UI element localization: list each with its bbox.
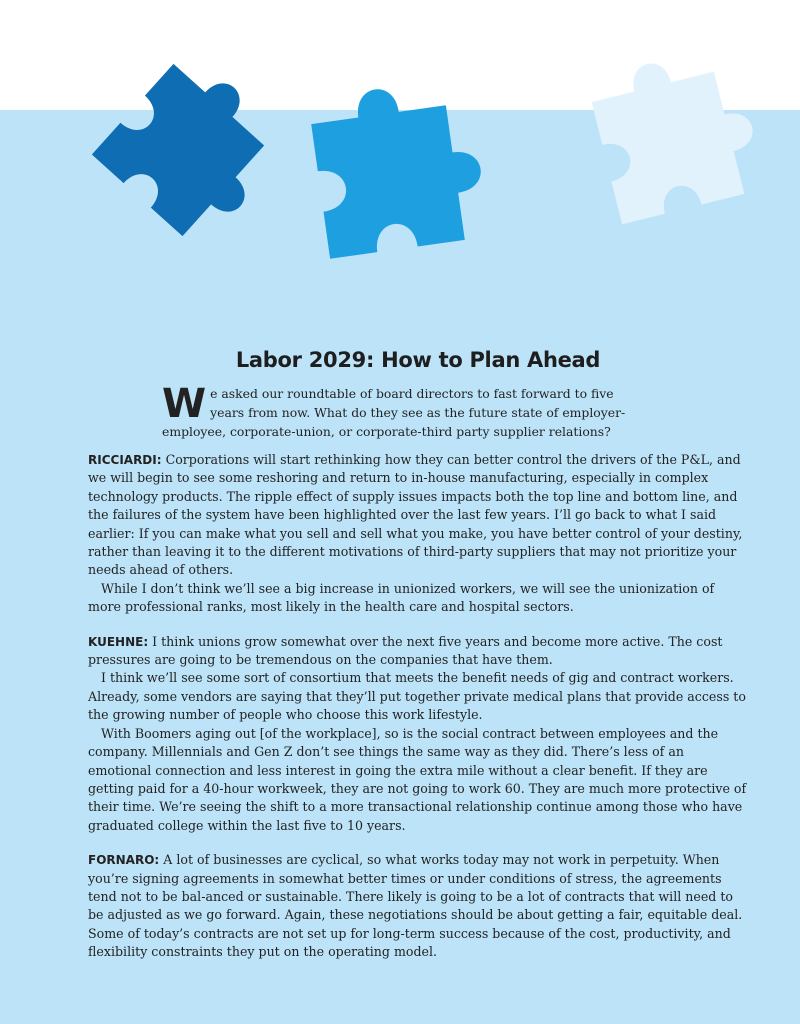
article-intro (162, 381, 632, 441)
paragraph (88, 633, 748, 670)
paragraph (88, 851, 748, 961)
puzzle-piece-light-icon (586, 43, 767, 224)
article (88, 348, 748, 978)
paragraph-text: A lot of businesses are cyclical, so what works today may not work in perpetuity. When you’re signing agreements in somewhat better times or under conditions of stress, the agreements tend not to be bal-anced or sustainable. There likely is going to be a lot of contracts that will need to be adjusted as we go forward. Again, these negotiations should be about getting a fair, equitable deal. Some of today’s contracts are not set up for long-term success because of the cost, productivity, and flexibility constraints they put on the operating model. (88, 852, 743, 960)
speaker-name: KUEHNE: (88, 634, 149, 649)
speaker-name: FORNARO: (88, 853, 160, 868)
puzzle-illustration (0, 0, 800, 340)
paragraph (88, 451, 748, 580)
paragraph: I think we’ll see some sort of consortium that meets the benefit needs of gig and contract workers. Already, some vendors are saying that they’ll put together private medical plans that provide access to the growing number of people who choose this work lifestyle. (88, 670, 746, 723)
article-title: Labor 2029: How to Plan Ahead (235, 348, 601, 372)
puzzle-piece-dark-icon (92, 47, 297, 252)
speaker-section-kuehne (88, 633, 748, 835)
paragraph-text: I think unions grow somewhat over the next five years and become more active. The cost pressures are going to be tremendous on the companies that have them. (88, 633, 723, 668)
paragraph-text: Corporations will start rethinking how they can better control the drivers of the P&L, and we will begin to see some reshoring and return to in-house manufacturing, especially in complex technology products. The ripple effect of supply issues impacts both the top line and bottom line, and the failures of the system have been highlighted over the last few years. I’ll go back to what I said earlier: If you can make what you sell and sell what you make, you have better control of your destiny, rather than leaving it to the different motivations of third-party suppliers that may not prioritize your needs ahead of others. (88, 452, 743, 578)
intro-text: e asked our roundtable of board directors to fast forward to five years from now. What do they see as the future state of employer-employee, corporate-union, or corporate-third party supplier relations? (162, 386, 626, 439)
paragraph: With Boomers aging out [of the workplace], so is the social contract between employees and the company. Millennials and Gen Z don’t see things the same way as they did. There’s less of an emotional connection and less interest in going the extra mile without a clear benefit. If they are getting paid for a 40-hour workweek, they are not going to work 60. They are much more protective of their time. We’re seeing the shift to a more transactional relationship continue among those who have graduated college within the last five to 10 years. (88, 725, 747, 833)
drop-cap: W (162, 381, 207, 427)
speaker-name: RICCIARDI: (88, 453, 162, 467)
paragraph: While I don’t think we’ll see a big increase in unionized workers, we will see the unionization of more professional ranks, most likely in the health care and hospital sectors. (88, 580, 715, 615)
puzzle-piece-mid-icon (308, 76, 490, 258)
speaker-section-fornaro (88, 851, 748, 961)
speaker-section-ricciardi (88, 451, 748, 617)
